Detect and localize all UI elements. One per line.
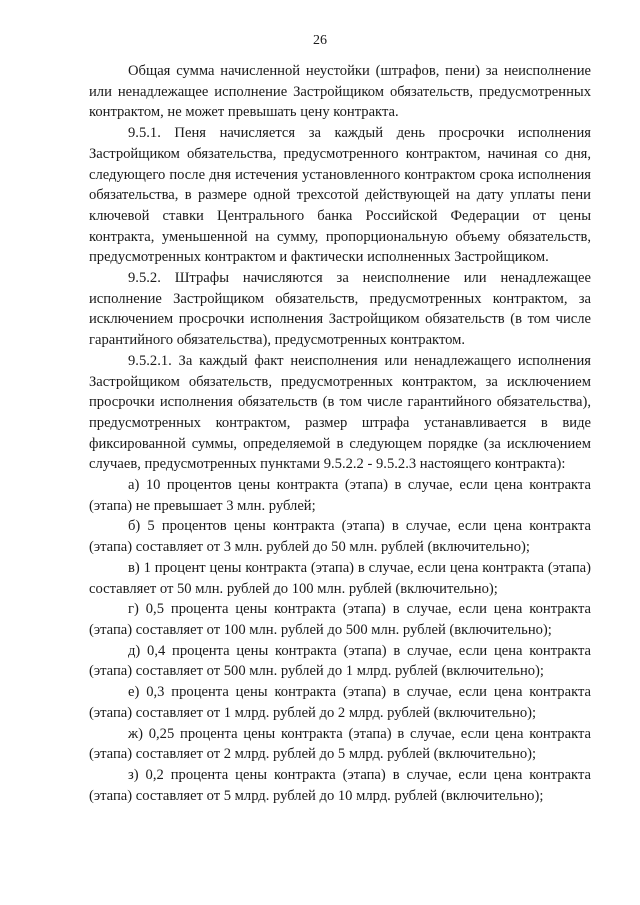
list-item-e: е) 0,3 процента цены контракта (этапа) в случае, если цена контракта (этапа) составляет от 1 млрд. рублей до 2 млрд. рублей (включительно); — [89, 684, 591, 721]
paragraph-9-5-1: 9.5.1. Пеня начисляется за каждый день просрочки исполнения Застройщиком обязательства, предусмотренного контрактом, начиная со дня, следующего после дня истечения установленного контрактом срока исполнения обязательства, в размере одной трехсотой действующей на дату уплаты пени ключевой ставки Центрального банка Российской Федерации от цены контракта, уменьшенной на сумму, пропорциональную объему обязательств, предусмотренных контрактом и фактически исполненных Застройщиком. — [89, 125, 591, 266]
list-item-g: г) 0,5 процента цены контракта (этапа) в случае, если цена контракта (этапа) составляет от 100 млн. рублей до 500 млн. рублей (включительно); — [89, 601, 591, 638]
list-item-d: д) 0,4 процента цены контракта (этапа) в случае, если цена контракта (этапа) составляет от 500 млн. рублей до 1 млрд. рублей (включительно); — [89, 642, 591, 680]
list-item-z: з) 0,2 процента цены контракта (этапа) в случае, если цена контракта (этапа) составляет от 5 млрд. рублей до 10 млрд. рублей (включительно); — [89, 766, 591, 804]
paragraph-9-5-2-1: 9.5.2.1. За каждый факт неисполнения или ненадлежащего исполнения Застройщиком обязательств, предусмотренных контрактом, за исключением просрочки исполнения обязательств (в том числе гарантийного обязательства), предусмотренных контрактом, размер штрафа устанавливается в виде фиксированной суммы, определяемой в следующем порядке (за исключением случаев, предусмотренных пунктами 9.5.2.2 - 9.5.2.3 настоящего контракта): — [89, 352, 591, 473]
list-item-v: в) 1 процент цены контракта (этапа) в случае, если цена контракта (этапа) составляет от 50 млн. рублей до 100 млн. рублей (включительно); — [89, 559, 591, 597]
paragraph-9-5-2: 9.5.2. Штрафы начисляются за неисполнение или ненадлежащее исполнение Застройщиком обязательств, предусмотренных контрактом, за исключением просрочки исполнения Застройщиком обязательств (в том числе гарантийного обязательства), предусмотренных контрактом. — [89, 270, 591, 349]
list-item-zh: ж) 0,25 процента цены контракта (этапа) в случае, если цена контракта (этапа) составляет от 2 млрд. рублей до 5 млрд. рублей (включительно); — [89, 725, 591, 763]
list-item-b: б) 5 процентов цены контракта (этапа) в случае, если цена контракта (этапа) составляет от 3 млн. рублей до 50 млн. рублей (включительно); — [89, 518, 591, 556]
document-body — [89, 61, 591, 806]
list-item-a: а) 10 процентов цены контракта (этапа) в случае, если цена контракта (этапа) не превышает 3 млн. рублей; — [89, 477, 591, 514]
paragraph-penalty-total: Общая сумма начисленной неустойки (штрафов, пени) за неисполнение или ненадлежащее исполнение Застройщиком обязательств, предусмотренных контрактом, не может превышать цену контракта. — [89, 63, 591, 121]
page-number: 26 — [313, 33, 327, 48]
